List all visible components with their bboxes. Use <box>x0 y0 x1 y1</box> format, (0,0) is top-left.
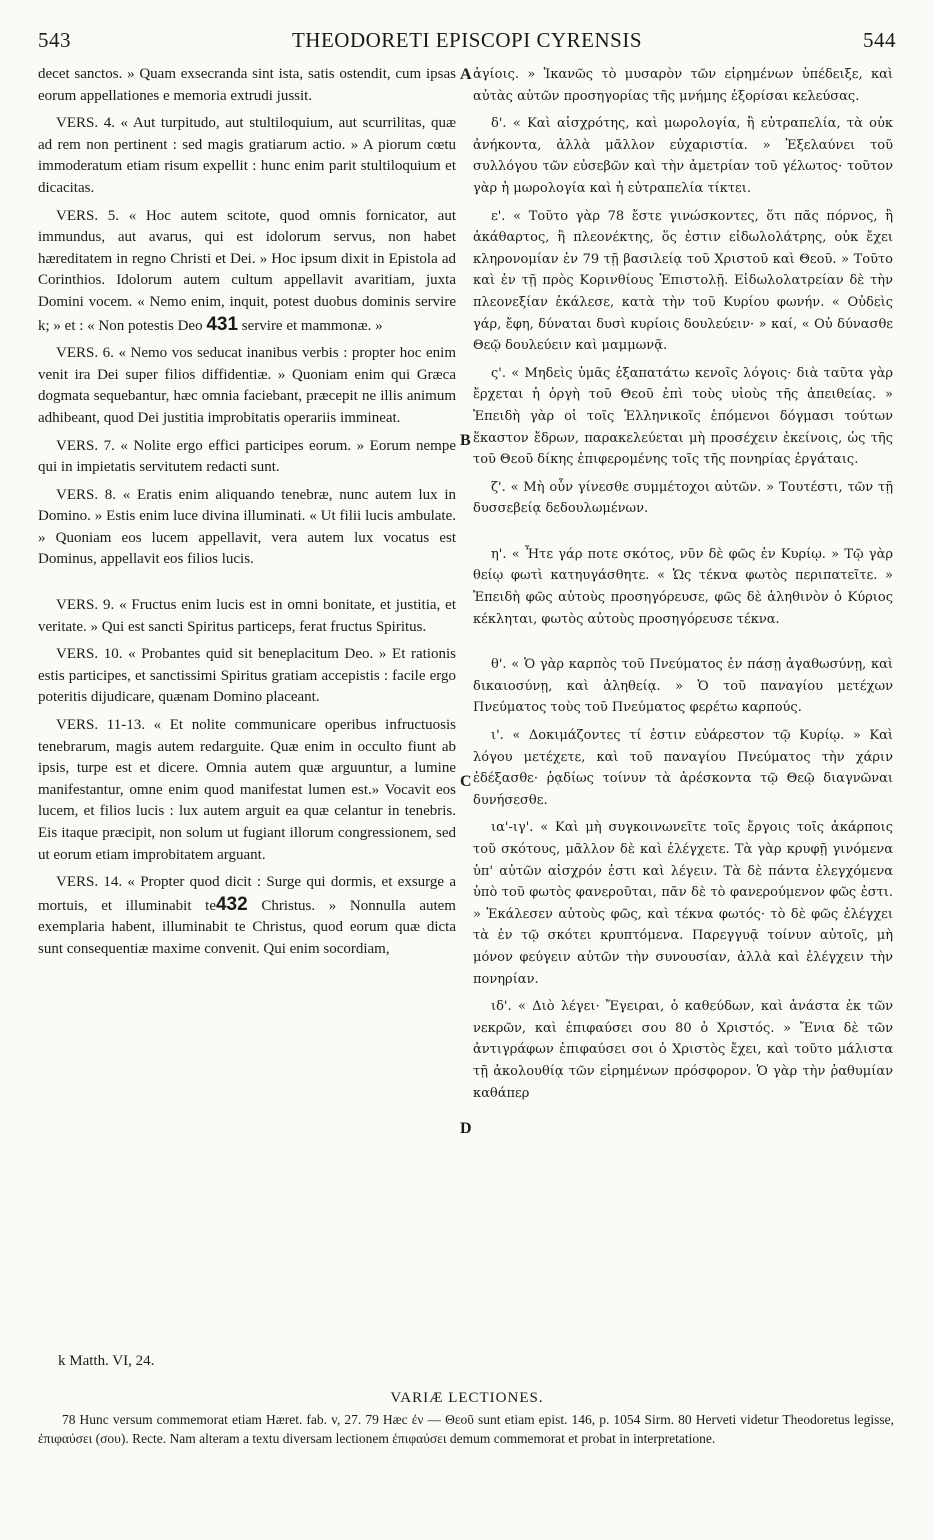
latin-paragraph <box>38 206 456 338</box>
greek-paragraph: ς'. « Μηδεὶς ὑμᾶς ἐξαπατάτω κενοῖς λόγοις· διὰ ταῦτα γὰρ ἔρχεται ἡ ὀργὴ τοῦ Θεοῦ ἐπὶ τοὺς υἱοὺς τῆς ἀπειθείας. » Ἐπειδὴ γὰρ οἱ τοῖς Ἑλληνικοῖς ἑπόμενοι δόγμασι τούτων ἕκαστον ἔδρων, παρακελεύεται μὴ προσέχειν ἐκείνοις, ὡς τῆς τοῦ Θεοῦ δίκης ἐπιφερομένης τοῖς τῆς πονηρίας ἐργάταις. <box>473 365 893 468</box>
latin-paragraph: VERS. 10. « Probantes quid sit beneplacitum Deo. » Et rationis estis participes, et sanctissimi Spiritus gratiam accepistis : facile ergo poteritis dijudicare, quænam Domino placeant. <box>38 646 456 706</box>
greek-paragraph: ιδ'. « Διὸ λέγει· Ἔγειραι, ὁ καθεύδων, καὶ ἀνάστα ἐκ τῶν νεκρῶν, καὶ ἐπιφαύσει σου 80 ὁ Χριστός. » Ἔνια δὲ τῶν ἀντιγράφων ἐπιφαύσει σοι ὁ Χριστὸς ἔχει, καὶ τοῦτο μάλιστα τῇ ἀκολουθίᾳ τῶν εἰρημένων πρόσφορον. Ὁ γὰρ τὴν ῥαθυμίαν καθάπερ <box>473 999 893 1101</box>
latin-paragraph: VERS. 4. « Aut turpitudo, aut stultiloquium, aut scurrilitas, quæ ad rem non pertinent : sed magis gratiarum actio. » A piorum cœtu immoderatum etiam risum expellit : hunc enim parit stultiloquium et dicacitas. <box>38 115 456 196</box>
latin-column <box>38 64 456 1374</box>
latin-text: Christus. » Nonnulla autem exemplaria habent, illuminabit te Christus, quod eorum quæ dicta sunt consequentiæ maxime convenit. Qui enim socordiam, <box>38 897 456 957</box>
latin-paragraph: decet sanctos. » Quam exsecranda sint ista, satis ostendit, cum ipsas eorum appellationes e memoria extrudi jussit. <box>38 66 456 104</box>
latin-text: VERS. 14. « Propter quod dicit : Surge qui dormis, et exsurge a mortuis, et illuminabit te <box>38 874 456 914</box>
page-number-right: 544 <box>863 28 896 52</box>
latin-paragraph: VERS. 6. « Nemo vos seducat inanibus verbis : propter hoc enim venit ira Dei super filios diffidentiæ. » Quoniam enim qui Græca dogmata sequebantur, hæc omnia faciebant, præcepit ne illis animum adhibeant, quod Dei justitia improbitatis operariis immineat. <box>38 345 456 426</box>
page-number-left: 543 <box>38 28 71 52</box>
variae-lectiones-title: VARIÆ LECTIONES. <box>390 1390 544 1406</box>
greek-paragraph: δ'. « Καὶ αἰσχρότης, καὶ μωρολογία, ἢ εὐτραπελία, τὰ οὐκ ἀνήκοντα, ἀλλὰ μᾶλλον εὐχαριστία. » Ἐξελαύνει τοῦ συλλόγου τῶν εὐσεβῶν καὶ τὴν ἀμετρίαν τοῦ γέλωτος· τοῦτον γὰρ ἡ μωρολογία καὶ ἡ εὐτραπελία τίκτει. <box>473 116 893 196</box>
greek-paragraph: θ'. « Ὁ γὰρ καρπὸς τοῦ Πνεύματος ἐν πάσῃ ἀγαθωσύνῃ, καὶ δικαιοσύνῃ, καὶ ἀληθείᾳ. » Ὁ τοῦ παναγίου μετέχων Πνεύματος τοὺς τοῦ Πνεύματος φερέτω καρπούς. <box>473 657 893 716</box>
latin-paragraph <box>38 872 456 960</box>
running-title: THEODORETI EPISCOPI CYRENSIS <box>291 28 643 52</box>
column-number-432: 432 <box>215 893 248 915</box>
latin-text: VERS. 5. « Hoc autem scitote, quod omnis fornicator, aut immundus, aut avarus, qui est idolorum servus, non habet hæreditatem in regno Christi et Dei. » Hoc ipsum dixit in Epistola ad Corinthios. Idolorum autem cultum appellavit avaritiam, juxta Domini vocem. « Nemo enim, inquit, potest duobus dominis servire k; » et : « Non potestis Deo <box>38 207 456 334</box>
margin-letter-a: A <box>460 66 472 83</box>
greek-paragraph: ι'. « Δοκιμάζοντες τί ἐστιν εὐάρεστον τῷ Κυρίῳ. » Καὶ λόγου μετέχετε, καὶ τοῦ παναγίου Πνεύματος τὴν χάριν ἐδέξασθε· ῥᾳδίως τοίνυν τὰ ἀρέσκοντα τῷ Θεῷ διαγνῶναι δυνήσεσθε. <box>473 728 893 808</box>
page-header <box>0 28 934 58</box>
margin-letter-b: B <box>460 432 471 449</box>
latin-text: servire et mammonæ. » <box>241 317 383 334</box>
latin-paragraph: VERS. 11-13. « Et nolite communicare operibus infructuosis tenebrarum, magis autem redarguite. Quæ enim in occulto fiunt ab ipsis, turpe est et dicere. Omnia autem quæ arguuntur, a lumine manifestantur, omne enim quod manifestat lumen est.» Vocavit eos lucem, et filios lucis : lux autem arguit ea quæ celantur in tenebris. Eis itaque præcipit, non solum ut fugiant illorum congressionem, sed ut eorum etiam improbitatem arguant. <box>38 717 456 863</box>
variae-lectiones-text: 78 Hunc versum commemorat etiam Hæret. fab. v, 27. 79 Hæc ἐν — Θεοῦ sunt etiam epist. 146, p. 1054 Sirm. 80 Herveti videtur Theodoretus legisse, ἐπιφαύσει (σου). Recte. Nam alteram a textu diversam lectionem ἐπιφαύσει demum commemorat et probat in interpretatione. <box>38 1412 894 1446</box>
column-number-431: 431 <box>206 313 239 335</box>
greek-paragraph: ἁγίοις. » Ἱκανῶς τὸ μυσαρὸν τῶν εἰρημένων ὑπέδειξε, καὶ αὐτὰς αὐτῶν προσηγορίας τῆς μνήμης ἐξορίσαι κελεύσας. <box>473 67 893 104</box>
latin-paragraph: VERS. 7. « Nolite ergo effici participes eorum. » Eorum nempe qui in impietatis servitutem redacti sunt. <box>38 437 456 476</box>
greek-paragraph: ια'-ιγ'. « Καὶ μὴ συγκοινωνεῖτε τοῖς ἔργοις τοῖς ἀκάρποις τοῦ σκότους, μᾶλλον δὲ καὶ ἐλέγχετε. Τὰ γὰρ κρυφῇ γινόμενα ὑπ' αὐτῶν αἰσχρόν ἐστι καὶ λέγειν. Τὰ δὲ πάντα ἐλεγχόμενα ὑπὸ τοῦ φωτὸς φανεροῦται, πᾶν δὲ τὸ φανερούμενον φῶς ἐστι. » Ἐκάλεσεν αὐτοὺς φῶς, καὶ τέκνα φωτός· τὸ δὲ φῶς ἐλέγχει τὰ ἐν τῷ σκότει κρυπτόμενα. Παρεγγυᾷ τοίνυν αὐτοῖς, μὴ μόνον φεύγειν αὐτῶν τὴν συνουσίαν, ἀλλὰ καὶ ἐλέγχειν τὴν πονηρίαν. <box>473 820 893 987</box>
greek-column <box>473 64 893 1374</box>
latin-paragraph: VERS. 9. « Fructus enim lucis est in omni bonitate, et justitia, et veritate. » Qui est sancti Spiritus particeps, ferat fructus Spiritus. <box>38 597 456 635</box>
latin-paragraph: VERS. 8. « Eratis enim aliquando tenebræ, nunc autem lux in Domino. » Estis enim luce divina illuminati. « Ut filii lucis ambulate. » Quoniam eos lucem appellavit, vera autem lux vocatus est Dominus, appellavit eos filios lucis. <box>38 486 456 568</box>
margin-letter-c: C <box>460 773 472 790</box>
greek-paragraph: ζ'. « Μὴ οὖν γίνεσθε συμμέτοχοι αὐτῶν. » Τουτέστι, τῶν τῇ δυσσεβείᾳ δεδουλωμένων. <box>473 479 893 517</box>
footnote: k Matth. VI, 24. <box>58 1353 155 1369</box>
margin-letter-d: D <box>460 1120 472 1137</box>
greek-paragraph: η'. « Ἦτε γάρ ποτε σκότος, νῦν δὲ φῶς ἐν Κυρίῳ. » Τῷ γὰρ θείῳ φωτὶ κατηυγάσθητε. « Ὡς τέκνα φωτὸς περιπατεῖτε. » Ἐπειδὴ φῶς αὐτοὺς προσηγόρευσε, φῶς δὲ ἀληθινὸν ὁ Κύριος κέκληται, φωτὸς αὐτοὺς προσηγόρευσε τέκνα. <box>473 546 893 627</box>
greek-paragraph: ε'. « Τοῦτο γὰρ 78 ἔστε γινώσκοντες, ὅτι πᾶς πόρνος, ἢ ἀκάθαρτος, ἢ πλεονέκτης, ὅς ἐστιν εἰδωλολάτρης, οὐκ ἔχει κληρονομίαν ἐν 79 τῇ βασιλείᾳ τοῦ Χριστοῦ καὶ Θεοῦ. » Τοῦτο καὶ ἐν τῇ πρὸς Κορινθίους Ἐπιστολῇ. Εἰδωλολατρείαν δὲ τὴν πλεονεξίαν ἐκάλεσε, κατὰ τὴν τοῦ Κυρίου φωνήν. « Οὐδεὶς γάρ, ἔφη, δύναται δυσὶ κυρίοις δουλεύειν· » καί, « Οὐ δύνασθε Θεῷ δουλεύειν καὶ μαμμωνᾷ. <box>473 208 893 354</box>
